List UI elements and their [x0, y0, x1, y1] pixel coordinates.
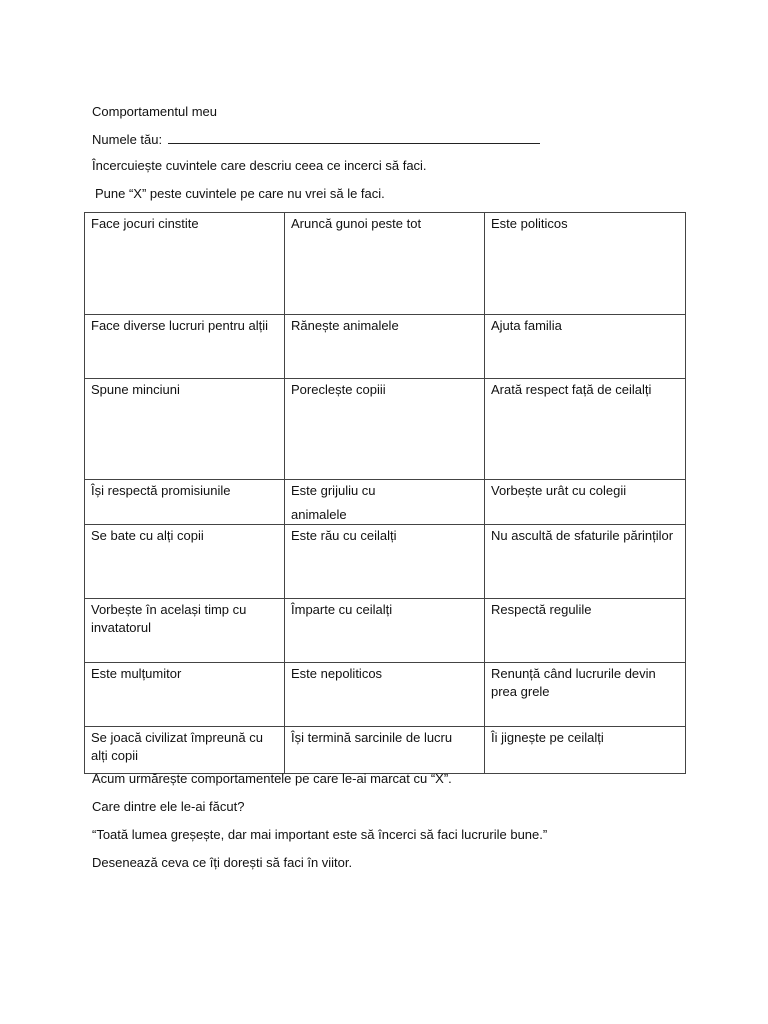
- followup-question: Care dintre ele le-ai făcut?: [92, 799, 245, 814]
- behavior-cell: Își termină sarcinile de lucru: [285, 727, 485, 774]
- behavior-cell: Poreclește copiii: [285, 379, 485, 480]
- quote-text: “Toată lumea greșește, dar mai important este să încerci să faci lucrurile bune.”: [92, 827, 548, 842]
- behavior-table: [84, 212, 686, 774]
- worksheet-title: Comportamentul meu: [92, 104, 217, 119]
- behavior-cell: Se bate cu alți copii: [85, 525, 285, 599]
- table-row: [85, 663, 686, 727]
- name-blank: [168, 131, 540, 144]
- behavior-cell: Ajuta familia: [485, 315, 686, 379]
- behavior-cell: Este mulțumitor: [85, 663, 285, 727]
- instruction-circle: Încercuiește cuvintele care descriu ceea ce incerci să faci.: [92, 158, 427, 173]
- table-row: [85, 727, 686, 774]
- behavior-cell: Respectă regulile: [485, 599, 686, 663]
- behavior-cell: Este nepoliticos: [285, 663, 485, 727]
- behavior-cell: Face jocuri cinstite: [85, 213, 285, 315]
- behavior-cell-text-continued: animalele: [291, 507, 347, 522]
- table-row: [85, 480, 686, 525]
- followup-instruction: Acum urmărește comportamentele pe care le-ai marcat cu “X”.: [92, 771, 452, 786]
- table-row: [85, 379, 686, 480]
- name-label: Numele tău:: [92, 132, 163, 147]
- behavior-cell: Aruncă gunoi peste tot: [285, 213, 485, 315]
- instruction-cross: Pune “X” peste cuvintele pe care nu vrei să le faci.: [95, 186, 385, 201]
- table-row: [85, 213, 686, 315]
- table-row: [85, 525, 686, 599]
- behavior-cell: Rănește animalele: [285, 315, 485, 379]
- behavior-cell: Se joacă civilizat împreună cu alți copii: [85, 727, 285, 774]
- table-row: [85, 599, 686, 663]
- behavior-cell-text: Este grijuliu cu: [291, 483, 376, 498]
- behavior-cell: Împarte cu ceilalți: [285, 599, 485, 663]
- behavior-cell: Este rău cu ceilalți: [285, 525, 485, 599]
- table-row: [85, 315, 686, 379]
- behavior-cell: Vorbește în același timp cu invatatorul: [85, 599, 285, 663]
- behavior-cell: Renunță când lucrurile devin prea grele: [485, 663, 686, 727]
- behavior-cell: Îi jignește pe ceilalți: [485, 727, 686, 774]
- behavior-cell: Arată respect față de ceilalți: [485, 379, 686, 480]
- behavior-cell: Vorbește urât cu colegii: [485, 480, 686, 525]
- name-line: [92, 131, 540, 148]
- behavior-cell: Își respectă promisiunile: [85, 480, 285, 525]
- behavior-cell: Face diverse lucruri pentru alții: [85, 315, 285, 379]
- behavior-cell: [285, 480, 485, 525]
- behavior-cell: Nu ascultă de sfaturile părinților: [485, 525, 686, 599]
- behavior-cell: Spune minciuni: [85, 379, 285, 480]
- behavior-cell: Este politicos: [485, 213, 686, 315]
- drawing-instruction: Desenează ceva ce îți dorești să faci în viitor.: [92, 855, 353, 870]
